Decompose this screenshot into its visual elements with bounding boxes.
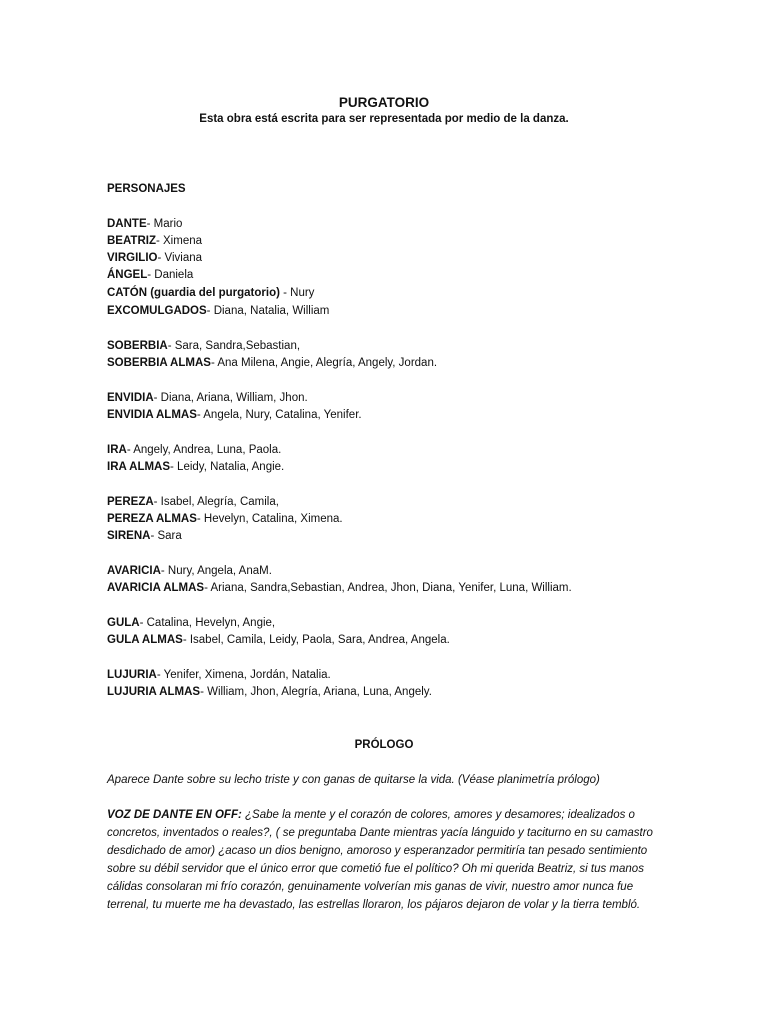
cast-line <box>107 563 687 580</box>
cast-line <box>107 667 687 684</box>
cast-actors: - Mario <box>146 218 183 230</box>
cast-actors: - Leidy, Natalia, Angie. <box>170 461 285 473</box>
cast-line <box>107 233 687 250</box>
cast-actors: - Angela, Nury, Catalina, Yenifer. <box>196 409 362 421</box>
cast-line <box>107 303 687 320</box>
cast-actors: - Isabel, Alegría, Camila, <box>153 496 279 508</box>
cast-role: VIRGILIO <box>107 252 158 264</box>
cast-role: SIRENA <box>107 530 151 542</box>
document-subtitle: Esta obra está escrita para ser representada por medio de la danza. <box>199 113 569 125</box>
cast-role: SOBERBIA <box>107 340 168 352</box>
cast-actors: - Nury <box>279 287 315 299</box>
cast-line <box>107 615 687 632</box>
cast-line <box>107 580 687 597</box>
cast-actors: - Angely, Andrea, Luna, Paola. <box>126 444 282 456</box>
cast-actors: - Viviana <box>157 252 203 264</box>
cast-line <box>107 494 687 511</box>
cast-line <box>107 684 687 701</box>
cast-actors: - Daniela <box>147 269 194 281</box>
cast-role: LUJURIA <box>107 669 157 681</box>
cast-role: GULA ALMAS <box>107 634 183 646</box>
cast-line <box>107 528 687 545</box>
cast-role: ÁNGEL <box>107 269 148 281</box>
cast-actors: - Isabel, Camila, Leidy, Paola, Sara, Andrea, Angela. <box>182 634 450 646</box>
cast-role: GULA <box>107 617 140 629</box>
cast-actors: - Ximena <box>155 235 203 247</box>
cast-role: AVARICIA <box>107 565 161 577</box>
cast-role: EXCOMULGADOS <box>107 305 207 317</box>
cast-heading: PERSONAJES <box>107 183 186 195</box>
cast-line <box>107 407 687 424</box>
cast-line <box>107 459 687 476</box>
cast-line <box>107 267 687 284</box>
cast-actors: - Hevelyn, Catalina, Ximena. <box>196 513 343 525</box>
cast-actors: - Yenifer, Ximena, Jordán, Natalia. <box>156 669 331 681</box>
voice-over-paragraph <box>107 806 667 914</box>
cast-role: BEATRIZ <box>107 235 156 247</box>
cast-line <box>107 285 687 302</box>
cast-role: ENVIDIA ALMAS <box>107 409 197 421</box>
voice-over-label: VOZ DE DANTE EN OFF: <box>107 809 242 821</box>
document-title: PURGATORIO <box>338 95 430 110</box>
cast-line <box>107 250 687 267</box>
cast-role: ENVIDIA <box>107 392 154 404</box>
cast-line <box>107 511 687 528</box>
cast-actors: - Nury, Angela, AnaM. <box>160 565 272 577</box>
prologue-stage-direction: Aparece Dante sobre su lecho triste y con ganas de quitarse la vida. (Véase planimetría prólogo) <box>107 774 600 786</box>
voice-over-text: ¿Sabe la mente y el corazón de colores, amores y desamores; idealizados o concretos, inventados o reales?, ( se preguntaba Dante mientras yacía lánguido y taciturno en su camastro desdichado de amor) ¿acaso un dios benigno, amoroso y esperanzador permitiría tan pesado sentimiento sobre su débil servidor que el único error que cometió fue el político? Oh mi querida Beatriz, si tus manos cálidas consolaran mi frío corazón, genuinamente volverían mis ganas de vivir, nuestro amor nunca fue terrenal, tu muerte me ha devastado, las estrellas lloraron, los pájaros dejaron de volar y la tierra tembló. <box>107 809 653 911</box>
cast-actors: - William, Jhon, Alegría, Ariana, Luna, Angely. <box>200 686 432 698</box>
cast-actors: - Sara <box>150 530 182 542</box>
cast-line <box>107 355 687 372</box>
cast-line <box>107 216 687 233</box>
cast-line <box>107 632 687 649</box>
cast-line <box>107 390 687 407</box>
cast-role: PEREZA <box>107 496 154 508</box>
cast-role: LUJURIA ALMAS <box>107 686 201 698</box>
cast-actors: - Ana Milena, Angie, Alegría, Angely, Jordan. <box>210 357 438 369</box>
cast-line <box>107 442 687 459</box>
cast-actors: - Diana, Ariana, William, Jhon. <box>153 392 308 404</box>
cast-actors: - Diana, Natalia, William <box>206 305 330 317</box>
cast-actors: - Catalina, Hevelyn, Angie, <box>139 617 276 629</box>
cast-role: PEREZA ALMAS <box>107 513 197 525</box>
cast-actors: - Sara, Sandra,Sebastian, <box>167 340 301 352</box>
cast-actors: - Ariana, Sandra,Sebastian, Andrea, Jhon, Diana, Yenifer, Luna, William. <box>204 582 572 594</box>
cast-role: AVARICIA ALMAS <box>107 582 205 594</box>
cast-role: SOBERBIA ALMAS <box>107 357 211 369</box>
cast-line <box>107 338 687 355</box>
cast-role: IRA ALMAS <box>107 461 171 473</box>
cast-role: IRA <box>107 444 127 456</box>
cast-role: DANTE <box>107 218 147 230</box>
prologue-heading: PRÓLOGO <box>354 739 414 751</box>
cast-role: CATÓN (guardia del purgatorio) <box>107 287 280 299</box>
